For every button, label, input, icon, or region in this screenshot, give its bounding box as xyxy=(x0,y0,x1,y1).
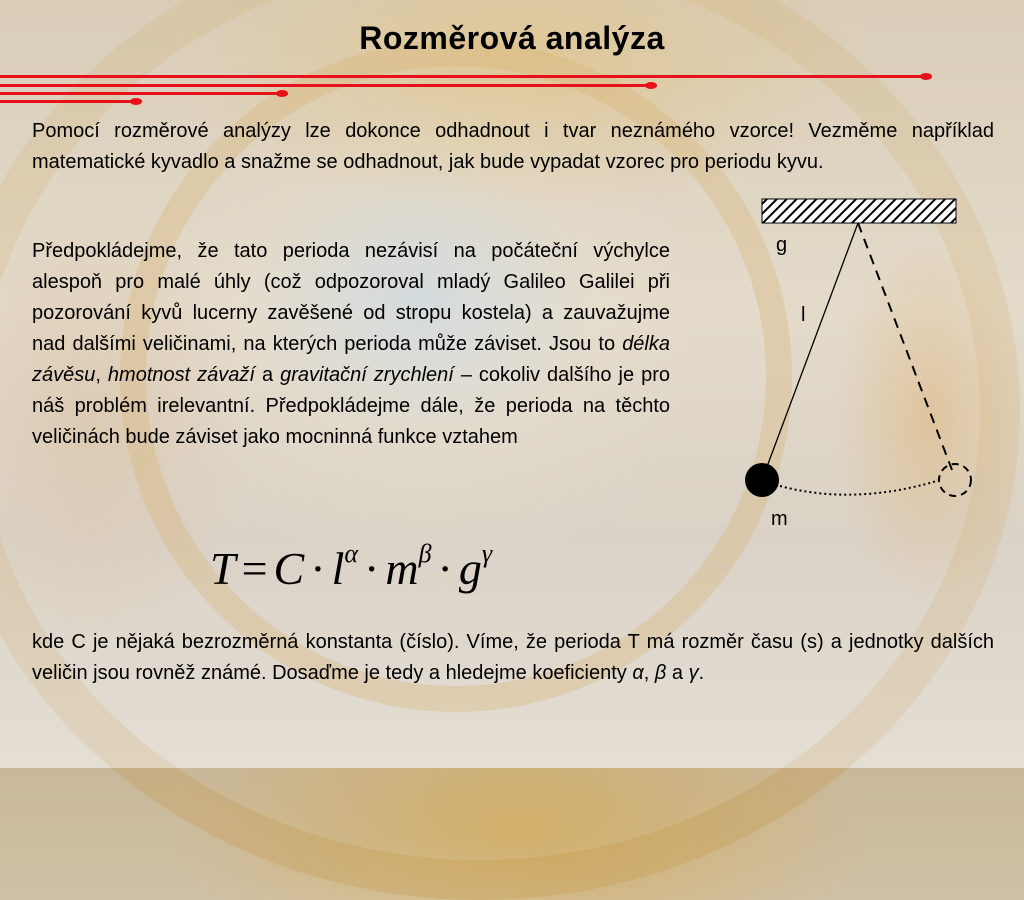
coef-alpha: α xyxy=(632,662,644,684)
coef-end: . xyxy=(698,662,705,684)
coef-beta: β xyxy=(654,662,667,684)
formula-m: m xyxy=(385,543,419,594)
formula-l: l xyxy=(331,543,345,594)
assumption-text-2: , xyxy=(95,364,108,386)
formula-dot-3: · xyxy=(437,543,453,594)
assumption-text-4: – cokoliv dalšího je pro náš problém irelevantní. Předpokládejme dále, že perioda na těchto veličinách bude záviset jako mocninná funkce vztahem xyxy=(32,364,670,448)
formula-dot-1: · xyxy=(310,543,326,594)
intro-paragraph: Pomocí rozměrové analýzy lze dokonce odhadnout i tvar neznámého vzorce! Vezměme například matematické kyvadlo a snažme se odhadnout, jak bude vypadat vzorec pro periodu kyvu. xyxy=(32,120,994,173)
term-mass: hmotnost závaží xyxy=(107,364,255,386)
formula-gamma: γ xyxy=(481,538,493,568)
ceiling-hatch xyxy=(762,199,956,223)
slide-title: Rozměrová analýza xyxy=(359,20,665,56)
assumption-text-1: Předpokládejme, že tato perioda nezávisí na počáteční výchylce alespoň pro malé úhly (což odpozoroval mladý Galileo Galilei při pozorování kyvů lucerny zavěšené od stropu kostela) a zauvažujme nad dalšími veličinami, na kterých perioda může záviset. Jsou to xyxy=(32,240,670,355)
pendulum-bob xyxy=(745,463,779,497)
formula-dot-2: · xyxy=(364,543,380,594)
coef-sep-2: a xyxy=(666,662,689,684)
assumption-text-3: a xyxy=(254,364,281,386)
displaced-string xyxy=(858,223,952,470)
conclusion-text: kde C je nějaká bezrozměrná konstanta (číslo). Víme, že perioda T má rozměr času (s) a jednotky dalších veličin jsou rovněž známé. Dosaďme je tedy a hledejme koeficienty xyxy=(32,631,994,684)
pendulum-string xyxy=(762,223,858,480)
formula-equals: = xyxy=(241,543,268,594)
formula-beta: β xyxy=(418,538,432,568)
label-l: l xyxy=(801,304,806,326)
displaced-bob xyxy=(939,464,971,496)
formula-T: T xyxy=(210,543,236,594)
swing-arc xyxy=(780,480,940,495)
label-m: m xyxy=(771,508,788,530)
coef-sep-1: , xyxy=(643,662,655,684)
pendulum-svg xyxy=(735,190,975,540)
term-length: délka závěsu xyxy=(32,333,670,386)
formula-C: C xyxy=(273,543,305,594)
period-formula xyxy=(210,538,610,602)
term-gravity: gravitační zrychlení xyxy=(280,364,454,386)
coef-gamma: γ xyxy=(688,662,699,684)
conclusion-paragraph xyxy=(32,627,994,689)
formula-alpha: α xyxy=(344,538,358,568)
label-g: g xyxy=(776,234,788,256)
pendulum-diagram xyxy=(735,190,975,540)
assumption-paragraph xyxy=(32,236,670,453)
formula-g: g xyxy=(458,543,482,594)
